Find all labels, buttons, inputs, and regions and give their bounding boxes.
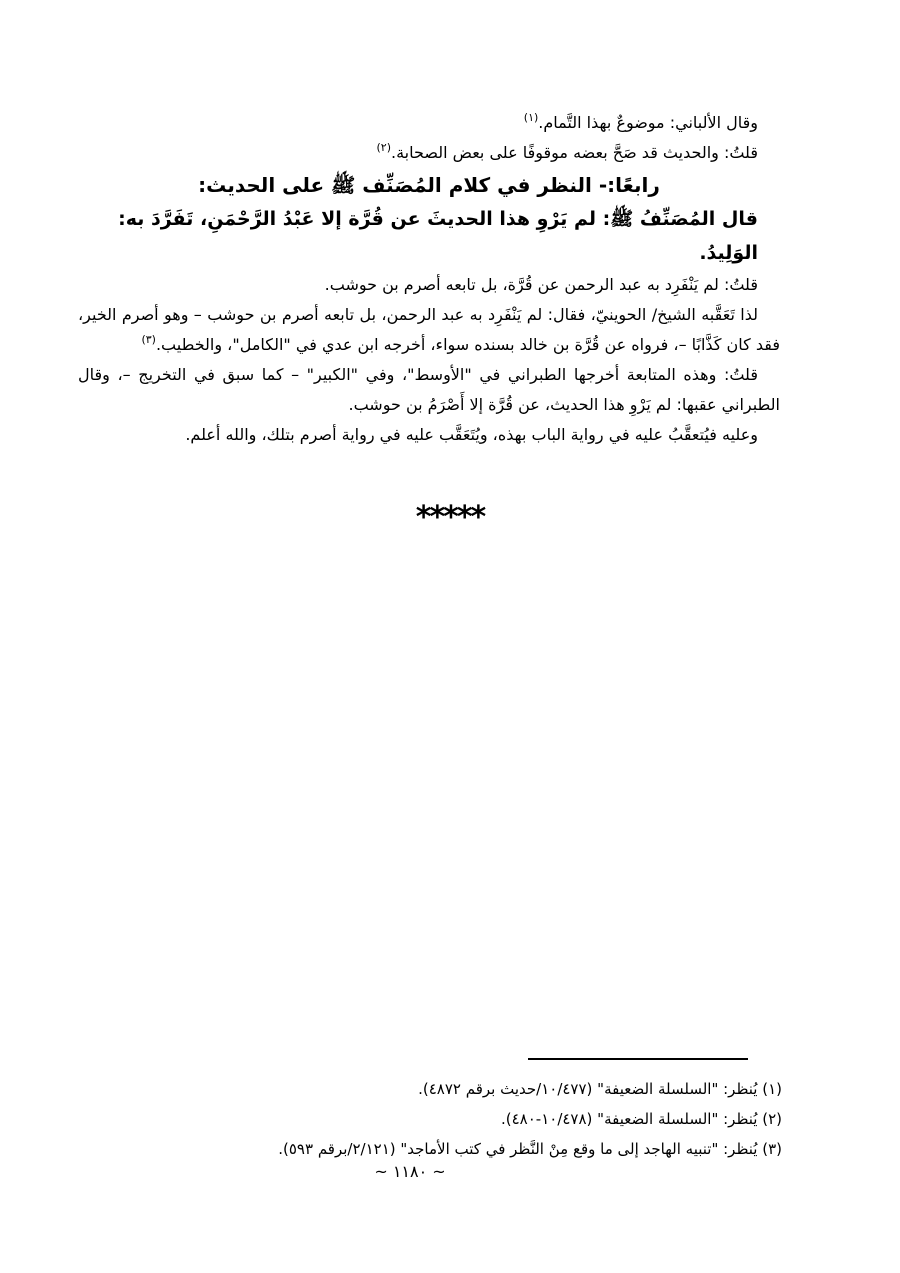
huwayni-paragraph: لذا تَعَقَّبه الشيخ/ الحوينيّ، فقال: لم يَنْفَرِد به عبد الرحمن، بل تابعه أصرم بن حوشب – وهو أصرم الخير، فقد كان كَذَّابًا –، فرواه عن قُرَّة بن خالد بسنده سواء، أخرجه ابن عدي في "الكامل"، والخطيب.$^{(٣)}$ xyxy=(78,305,780,354)
albani-statement: وقال الألباني: موضوعٌ بهذا التَّمام.$^{(١)}$ xyxy=(523,111,758,132)
author-quote: قال المُصَنِّفُ ﷺ: لم يَرْوِ هذا الحديثَ عن قُرَّة إلا عَبْدُ الرَّحْمَنِ، تَفَرَّدَ به: الوَلِيدُ. xyxy=(118,208,758,264)
footnote-ref-1[interactable]: (١) xyxy=(523,111,539,124)
mawquf-note: قلتُ: والحديث قد صَحَّ بعضه موقوفًا على بعض الصحابة.$^{(٢)}$ xyxy=(376,141,758,162)
conclusion-line: وعليه فيُتعقَّبُ عليه في رواية الباب بهذه، ويُتَعَقَّب عليه في رواية أصرم بتلك، والله أعلم. xyxy=(185,425,758,444)
footnote-divider xyxy=(528,1058,748,1060)
footnote-2: (٢) يُنظر: "السلسلة الضعيفة" (١٠/٤٧٨-٤٨٠). xyxy=(500,1110,782,1128)
section-separator: ***** xyxy=(415,500,485,535)
footnote-ref-3[interactable]: (٣) xyxy=(141,333,156,346)
footnote-ref-2[interactable]: (٢) xyxy=(376,141,391,154)
comment-line: قلتُ: لم يَنْفَرِد به عبد الرحمن عن قُرَّة، بل تابعه أصرم بن حوشب. xyxy=(324,275,758,294)
main-text xyxy=(78,108,780,450)
footnote-1: (١) يُنظر: "السلسلة الضعيفة" (١٠/٤٧٧/حديث برقم ٤٨٧٢). xyxy=(418,1080,782,1098)
page-number: ~ ١١٨٠ ~ xyxy=(374,1162,446,1181)
section-heading: رابعًا:- النظر في كلام المُصَنِّف ﷺ على الحديث: xyxy=(198,173,660,197)
footnotes xyxy=(278,1074,782,1164)
tabarani-paragraph: قلتُ: وهذه المتابعة أخرجها الطبراني في "الأوسط"، وفي "الكبير" – كما سبق في التخريج –، وقال الطبراني عقبها: لم يَرْوِ هذا الحديث، عن قُرَّة إلا أَصْرَمُ بن حوشب. xyxy=(78,365,780,414)
footnote-3: (٣) يُنظر: "تنبيه الهاجد إلى ما وقع مِنْ النَّظر في كتب الأماجد" (٢/١٢١/برقم ٥٩٣). xyxy=(278,1140,782,1158)
